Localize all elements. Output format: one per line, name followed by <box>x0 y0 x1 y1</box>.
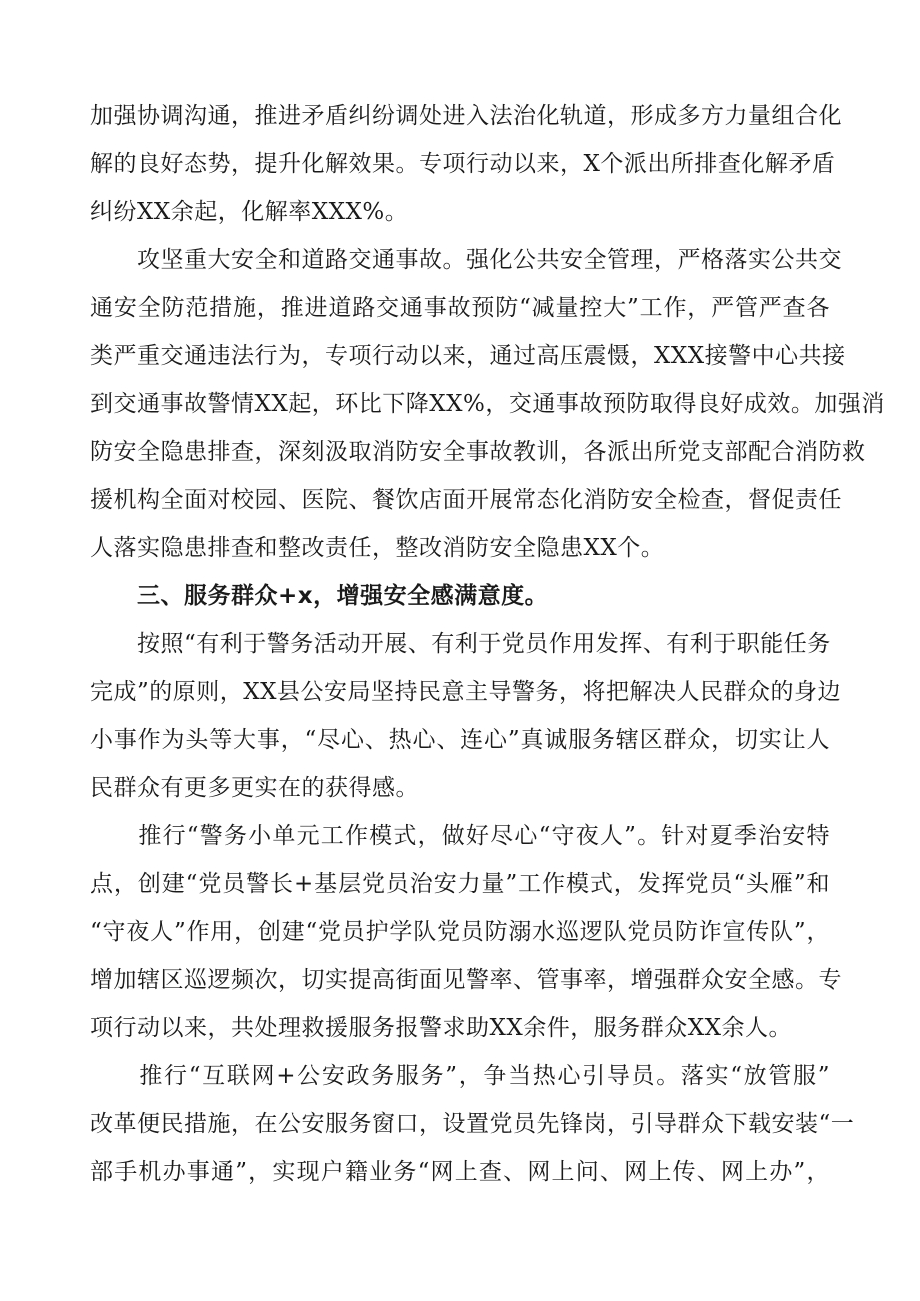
section-heading: 三、服务群众+x，增强安全感满意度。 <box>90 583 549 609</box>
text-line: 到交通事故警情XX起，环比下降XX%，交通事故预防取得良好成效。加强消 <box>90 391 885 417</box>
text-line: 加强协调沟通，推进矛盾纠纷调处进入法治化轨道，形成多方力量组合化 <box>90 103 842 129</box>
text-line: 改革便民措施，在公安服务窗口，设置党员先锋岗，引导群众下载安装“一 <box>90 1111 855 1137</box>
text-line: 完成”的原则，XX县公安局坚持民意主导警务，将把解决人民群众的身边 <box>90 679 842 705</box>
text-line: 纠纷XX余起，化解率XXX%。 <box>90 199 409 225</box>
text-line: 项行动以来，共处理救援服务报警求助XX余件，服务群众XX余人。 <box>90 1015 792 1041</box>
text-line: 点，创建“党员警长+基层党员治安力量”工作模式，发挥党员“头雁”和 <box>90 871 830 897</box>
text-line: 推行“警务小单元工作模式，做好尽心“守夜人”。针对夏季治安特 <box>90 823 830 849</box>
text-line: 类严重交通违法行为，专项行动以来，通过高压震慑，XXX接警中心共接 <box>90 343 846 369</box>
text-line: 小事作为头等大事，“尽心、热心、连心”真诚服务辖区群众，切实让人 <box>90 727 830 753</box>
text-line: 推行“互联网+公安政务服务”，争当热心引导员。落实“放管服” <box>90 1063 830 1089</box>
text-line: 部手机办事通”，实现户籍业务“网上查、网上问、网上传、网上办”， <box>90 1159 830 1185</box>
text-line: 解的良好态势，提升化解效果。专项行动以来，X个派出所排查化解矛盾 <box>90 151 836 177</box>
text-line: 攻坚重大安全和道路交通事故。强化公共安全管理，严格落实公共交 <box>90 247 842 273</box>
text-line: 援机构全面对校园、医院、餐饮店面开展常态化消防安全检查，督促责任 <box>90 487 842 513</box>
text-line: 民群众有更多更实在的获得感。 <box>90 775 419 801</box>
text-line: 增加辖区巡逻频次，切实提高街面见警率、管事率，增强群众安全感。专 <box>90 967 842 993</box>
text-line: 通安全防范措施，推进道路交通事故预防“减量控大”工作，严管严查各 <box>90 295 830 321</box>
text-line: 人落实隐患排查和整改责任，整改消防安全隐患XX个。 <box>90 535 665 561</box>
text-line: 防安全隐患排查，深刻汲取消防安全事故教训，各派出所党支部配合消防救 <box>90 439 866 465</box>
text-line: “守夜人”作用，创建“党员护学队党员防溺水巡逻队党员防诈宣传队”， <box>90 919 830 945</box>
text-line: 按照“有利于警务活动开展、有利于党员作用发挥、有利于职能任务 <box>90 631 831 657</box>
